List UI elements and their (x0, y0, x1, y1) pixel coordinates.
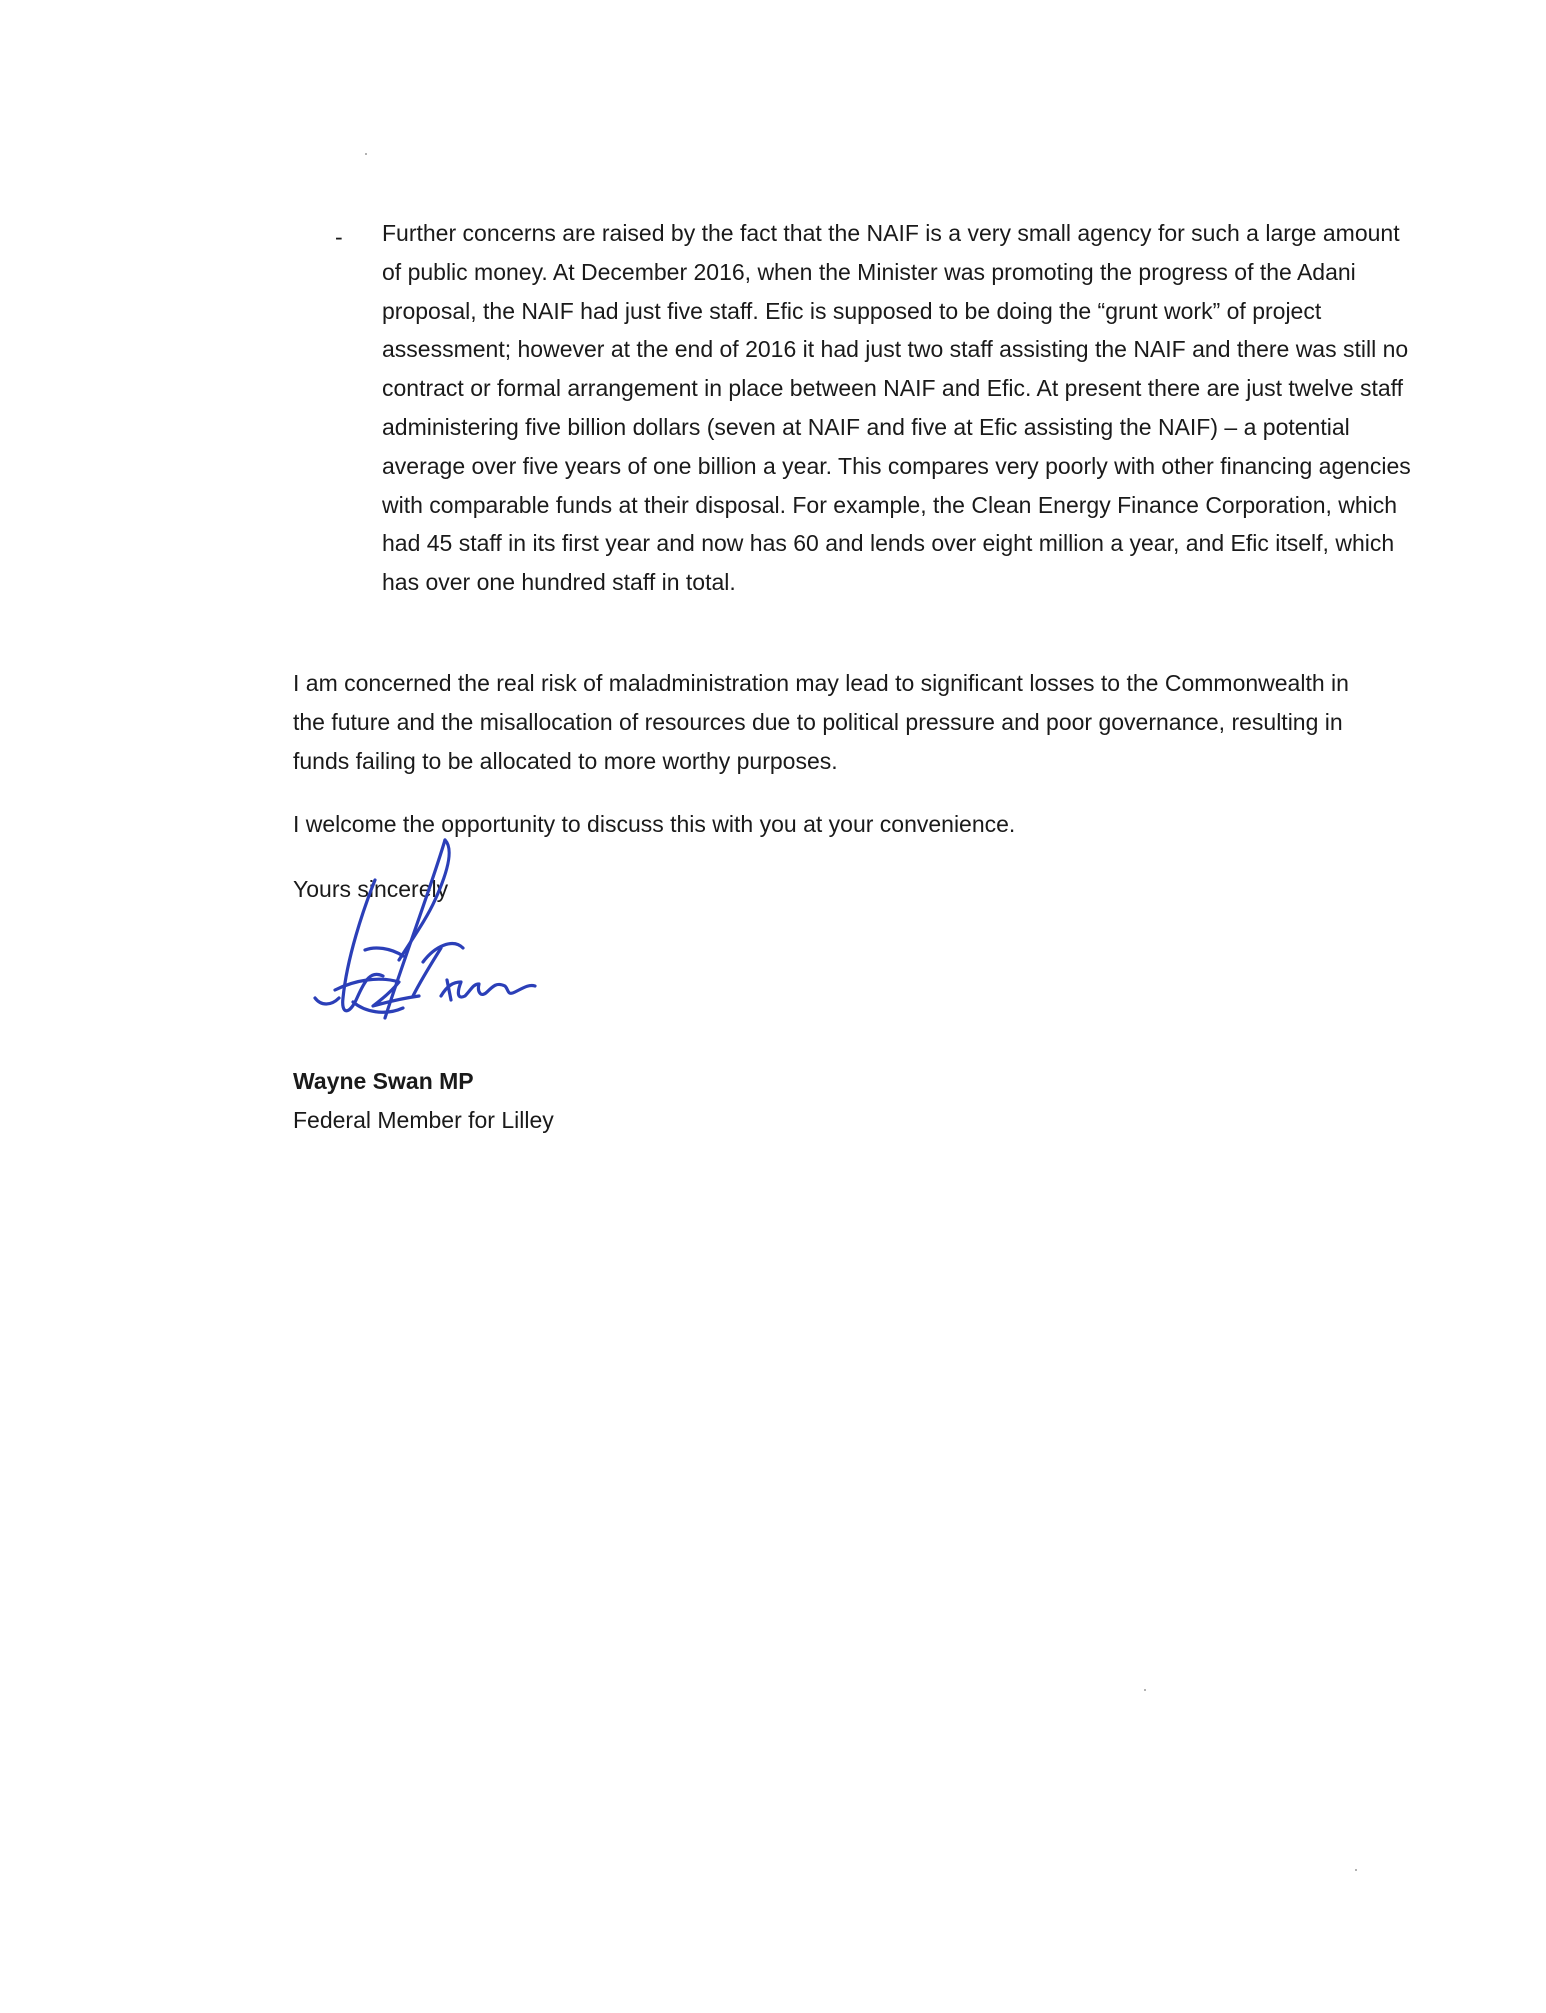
signer-name: Wayne Swan MP (293, 1068, 474, 1094)
bullet-marker: - (335, 224, 343, 250)
scan-speck (1144, 1689, 1146, 1691)
handwritten-signature (295, 830, 585, 1040)
concern-paragraph: I am concerned the real risk of maladministration may lead to significant losses to the Commonwealth in the future and the misallocation of resources due to political pressure and poor governance, resulting in funds failing to be allocated to more worthy purposes. (293, 670, 1349, 774)
scan-speck (1355, 1869, 1357, 1871)
signer-title: Federal Member for Lilley (293, 1107, 554, 1133)
closing-salutation: Yours sincerely (293, 876, 449, 902)
welcome-paragraph: I welcome the opportunity to discuss this with you at your convenience. (293, 811, 1016, 837)
bullet-paragraph: Further concerns are raised by the fact that the NAIF is a very small agency for such a large amount of public money. At December 2016, when the Minister was promoting the progress of the Adani proposal, the NAIF had just five staff. Efic is supposed to be doing the “grunt work” of project assessment; however at the end of 2016 it had just two staff assisting the NAIF and there was still no contract or formal arrangement in place between NAIF and Efic. At present there are just twelve staff administering five billion dollars (seven at NAIF and five at Efic assisting the NAIF) – a potential average over five years of one billion a year. This compares very poorly with other financing agencies with comparable funds at their disposal. For example, the Clean Energy Finance Corporation, which had 45 staff in its first year and now has 60 and lends over eight million a year, and Efic itself, which has over one hundred staff in total. (382, 220, 1411, 596)
scan-speck (365, 153, 367, 155)
